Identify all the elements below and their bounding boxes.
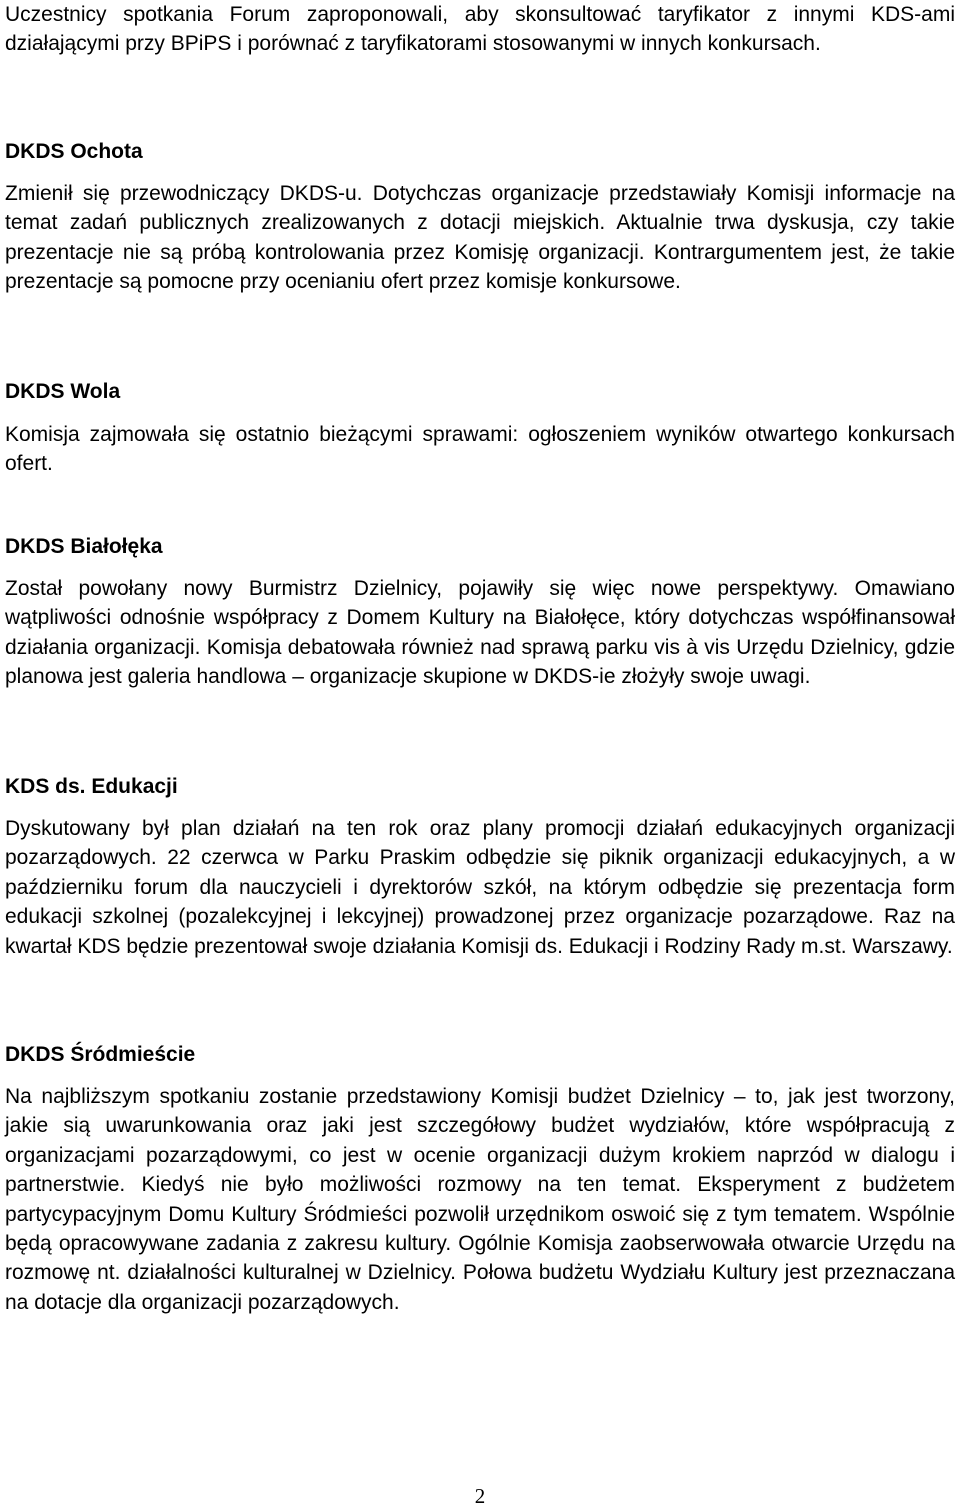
section-heading-srodmiescie: DKDS Śródmieście [5,1043,196,1066]
section-body-ochota: Zmienił się przewodniczący DKDS-u. Dotychczas organizacje przedstawiały Komisji informacje na temat zadań publicznych zrealizowanych z dotacji miejskich. Aktualnie trwa dyskusja, czy takie prezentacje nie są próbą kontrolowania przez Komisję organizacji. Kontrargumentem jest, że takie prezentacje są pomocne przy ocenianiu ofert przez komisje konkursowe. [5,182,955,294]
section-heading-ochota: DKDS Ochota [5,140,143,163]
page-number: 2 [474,1484,486,1508]
section-body-wola: Komisja zajmowała się ostatnio bieżącymi sprawami: ogłoszeniem wyników otwartego konkursach ofert. [5,423,955,476]
section-heading-edukacja: KDS ds. Edukacji [5,775,178,798]
section-heading-wola: DKDS Wola [5,380,121,403]
section-heading-bialoleka: DKDS Białołęka [5,535,163,558]
section-body-bialoleka: Został powołany nowy Burmistrz Dzielnicy, pojawiły się więc nowe perspektywy. Omawiano wątpliwości odnośnie współpracy z Domem Kultury na Białołęce, który dotychczas współfinansował działania organizacji. Komisja debatowała również nad sprawą parku vis à vis Urzędu Dzielnicy, gdzie planowa jest galeria handlowa – organizacje skupione w DKDS-ie złożyły swoje uwagi. [5,577,955,689]
intro-paragraph: Uczestnicy spotkania Forum zaproponowali, aby skonsultować taryfikator z innymi KDS-ami działającymi przy BPiPS i porównać z taryfikatorami stosowanymi w innych konkursach. [5,3,955,56]
section-body-edukacja: Dyskutowany był plan działań na ten rok oraz plany promocji działań edukacyjnych organizacji pozarządowych. 22 czerwca w Parku Praskim odbędzie się piknik organizacji edukacyjnych, a w październiku forum dla nauczycieli i dyrektorów szkół, na którym odbędzie się prezentacja form edukacji szkolnej (pozalekcyjnej i lekcyjnej) prowadzonej przez organizacje pozarządowe. Raz na kwartał KDS będzie prezentował swoje działania Komisji ds. Edukacji i Rodziny Rady m.st. Warszawy. [5,817,955,958]
section-body-srodmiescie: Na najbliższym spotkaniu zostanie przedstawiony Komisji budżet Dzielnicy – to, jak jest tworzony, jakie sią uwarunkowania oraz jaki jest szczegółowy budżet wydziałów, które współpracują z organizacjami pozarządowymi, co jest w ocenie organizacji dużym krokiem naprzód w dialogu i partnerstwie. Kiedyś nie było możliwości rozmowy na ten temat. Eksperyment z budżetem partycypacyjnym Domu Kultury Śródmieści pozwolił urzędnikom oswoić się z tym tematem. Wspólnie będą opracowywane zadania z zakresu kultury. Ogólnie Komisja zaobserwowała otwarcie Urzędu na rozmowę nt. działalności kulturalnej w Dzielnicy. Połowa budżetu Wydziału Kultury jest przeznaczana na dotacje dla organizacji pozarządowych. [5,1085,955,1314]
